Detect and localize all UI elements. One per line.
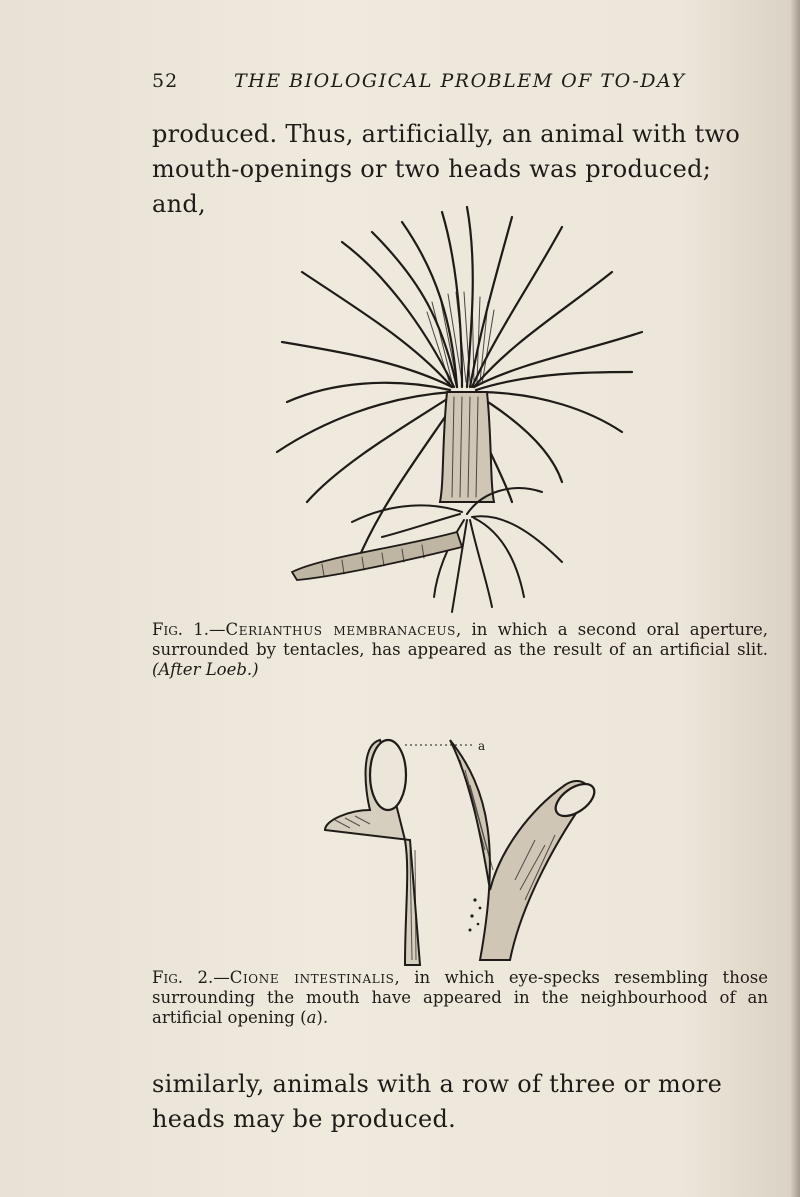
figure-2-caption: Fig. 2.—Cione intestinalis, in which eye-specks resembling those surrounding the mouth have appeared in the neighbourhood of an artificial opening (a). xyxy=(152,968,768,1027)
figure-2-marker-a: a xyxy=(478,739,486,753)
figure-2-text-before: , in which eye-specks resembling those surrounding the mouth have appeared in the neighbourhood of an artificial opening ( xyxy=(152,968,768,1027)
figure-1-illustration xyxy=(262,202,662,622)
page-edge-shadow xyxy=(790,0,800,1197)
figure-2-label: Fig. 2. xyxy=(152,968,214,987)
figure-2-illustration xyxy=(310,730,610,970)
body-paragraph-bottom: similarly, animals with a row of three or more heads may be produced. xyxy=(152,1070,723,1133)
figure-1-species: Cerianthus membranaceus xyxy=(225,620,456,639)
page-number: 52 xyxy=(152,70,179,92)
body-paragraph-top: produced. Thus, artificially, an animal with two mouth-openings or two heads was produced; and, xyxy=(152,120,741,218)
figure-1-label: Fig. 1. xyxy=(152,620,209,639)
figure-2-species: Cione intestinalis xyxy=(229,968,395,987)
figure-1-text: , in which a second oral aperture, surrounded by tentacles, has appeared as the result of an artificial slit. xyxy=(152,620,768,659)
upper-tentacles xyxy=(277,207,642,562)
figure-1-caption: Fig. 1.—Cerianthus membranaceus, in which a second oral aperture, surrounded by tentacles, has appeared as the result of an artificial slit. (After Loeb.) xyxy=(152,620,768,679)
page-header xyxy=(152,70,752,100)
figure-2-text-marker: a xyxy=(306,1008,317,1027)
running-title: THE BIOLOGICAL PROBLEM OF TO-DAY xyxy=(234,70,686,92)
figure-1-credit: (After Loeb.) xyxy=(152,660,259,679)
figure-2-text-after: ). xyxy=(316,1008,329,1027)
